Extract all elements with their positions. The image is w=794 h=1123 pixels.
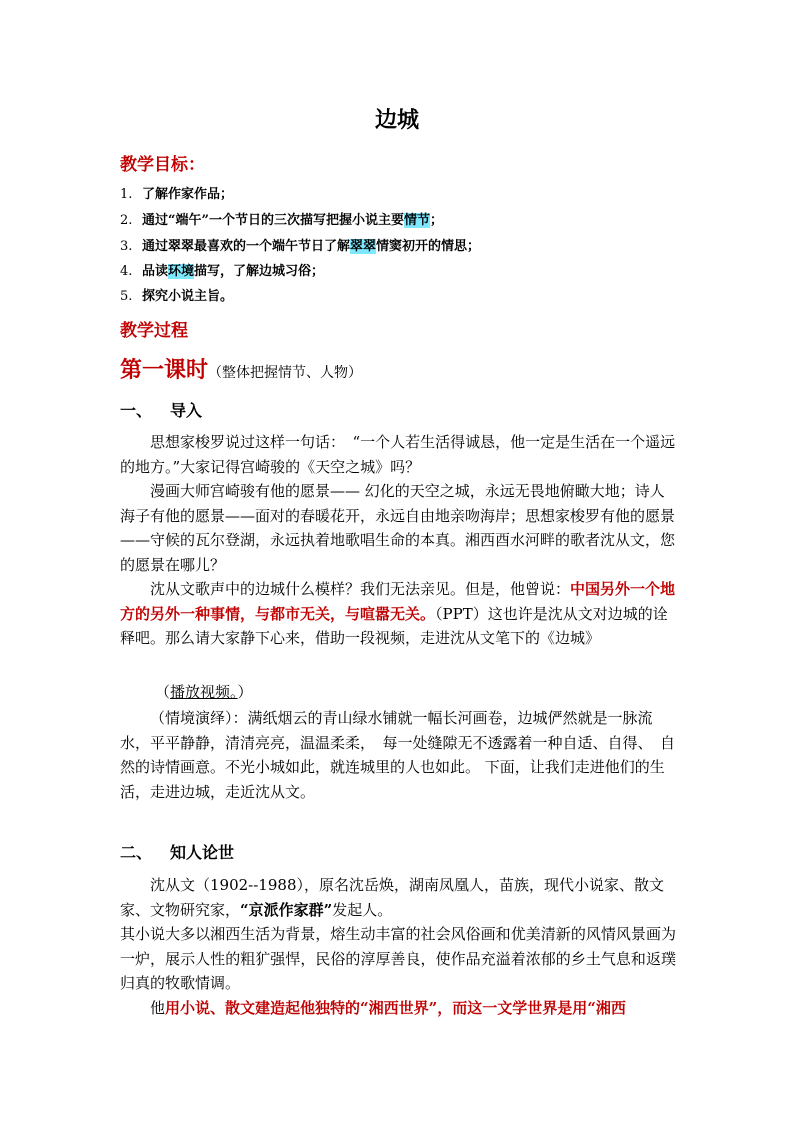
goal-number: 4. (120, 264, 133, 279)
document-title: 边城 (374, 107, 419, 133)
goal-number: 2. (120, 213, 133, 228)
section-number: 一、 (120, 401, 153, 420)
lesson-heading (120, 353, 362, 384)
goal-item (120, 183, 233, 202)
intro-paragraph (120, 577, 676, 651)
bio-paragraph (120, 996, 676, 1021)
section-title: 导入 (170, 401, 203, 420)
bio-bold-text: “京派作家群” (240, 900, 333, 919)
goal-text: 通过“端午”一个节日的三次描写把握小说主要 (142, 213, 404, 228)
goal-item (120, 235, 480, 254)
intro-text: 沈从文歌声中的边城什么模样？我们无法亲见。但是，他曾说： (150, 580, 571, 598)
goal-text-end: ； (429, 213, 443, 228)
play-video-link[interactable]: 播放视频。 (170, 683, 238, 701)
lesson-title: 第一课时 (120, 357, 209, 383)
play-video-line (155, 680, 555, 705)
goal-number: 5. (120, 289, 133, 304)
section-heading-intro (120, 398, 202, 421)
goal-text: 品读 (142, 264, 169, 279)
intro-paragraph: 思想家梭罗说过这样一句话： “一个人若生活得诚恳，他一定是生活在一个遥远的地方。”大家记得宫崎骏的《天空之城》吗？ (120, 433, 676, 476)
bio-paragraph (120, 873, 676, 922)
intro-paragraph: 漫画大师宫崎骏有他的愿景—— 幻化的天空之城，永远无畏地俯瞰大地；诗人海子有他的愿景——面对的春暖花开，永远自由地亲吻海岸；思想家梭罗有他的愿景——守候的瓦尔登湖，永远执着地歌唱生命的本真。湘西酉水河畔的歌者沈从文，您的愿景在哪儿？ (120, 482, 676, 574)
process-heading: 教学过程 (120, 321, 188, 341)
lesson-subtitle: （整体把握情节、人物） (208, 365, 363, 381)
goal-item (120, 260, 324, 279)
emphasis-quote: 中国另外一个地方的另外一种事情，与都市无关，与喧嚣无关。 (120, 580, 676, 623)
goals-heading: 教学目标： (120, 155, 205, 175)
section-number: 二、 (120, 843, 153, 862)
goal-text: 探究小说主旨。 (142, 289, 234, 304)
paren-close: ） (237, 683, 253, 701)
section-heading-author (120, 840, 234, 863)
highlighted-text: 环境 (168, 264, 195, 279)
goal-number: 1. (120, 187, 133, 202)
goal-text-end: 情窦初开的情思； (376, 239, 481, 254)
highlighted-text: 情节 (403, 213, 430, 228)
intro-paragraph: （情境演绎）：满纸烟云的青山绿水铺就一幅长河画卷，边城俨然就是一脉流水，平平静静，清清亮亮，温温柔柔， 每一处缝隙无不透露着一种自适、自得、 自然的诗情画意。不光小城如此，就连城里的人也如此。 下面，让我们走进他们的生活，走进边城，走近沈从文。 (120, 709, 676, 801)
paren-open: （ (155, 683, 171, 701)
goal-item (120, 285, 233, 304)
bio-paragraph: 其小说大多以湘西生活为背景，熔生动丰富的社会风俗画和优美清新的风情风景画为一炉，展示人性的粗犷强悍，民俗的淳厚善良，使作品充溢着浓郁的乡土气息和返璞归真的牧歌情调。 (120, 925, 676, 992)
emphasis-text: 用小说、散文建造起他独特的“湘西世界”，而这一文学世界是用“湘西 (165, 999, 626, 1017)
goal-text: 了解作家作品； (142, 187, 234, 202)
bio-text: 他 (150, 999, 166, 1017)
goal-number: 3. (120, 239, 133, 254)
highlighted-text: 翠翠 (350, 239, 377, 254)
bio-text: 发起人。 (332, 900, 393, 919)
bio-text: 沈从文（1902--1988），原名沈岳焕，湖南凤凰人，苗族，现代小说家、散文家、文物研究家， (120, 876, 664, 919)
section-title: 知人论世 (170, 843, 235, 862)
intro-text: （PPT）这也许是沈从文对边城的诠释吧。那么请大家静下心来，借助一段视频，走进沈从文笔下的《边城》 (120, 604, 668, 647)
goal-text-end: 描写，了解边城习俗； (194, 264, 325, 279)
goal-text: 通过翠翠最喜欢的一个端午节日了解 (142, 239, 351, 254)
goal-item (120, 209, 443, 228)
